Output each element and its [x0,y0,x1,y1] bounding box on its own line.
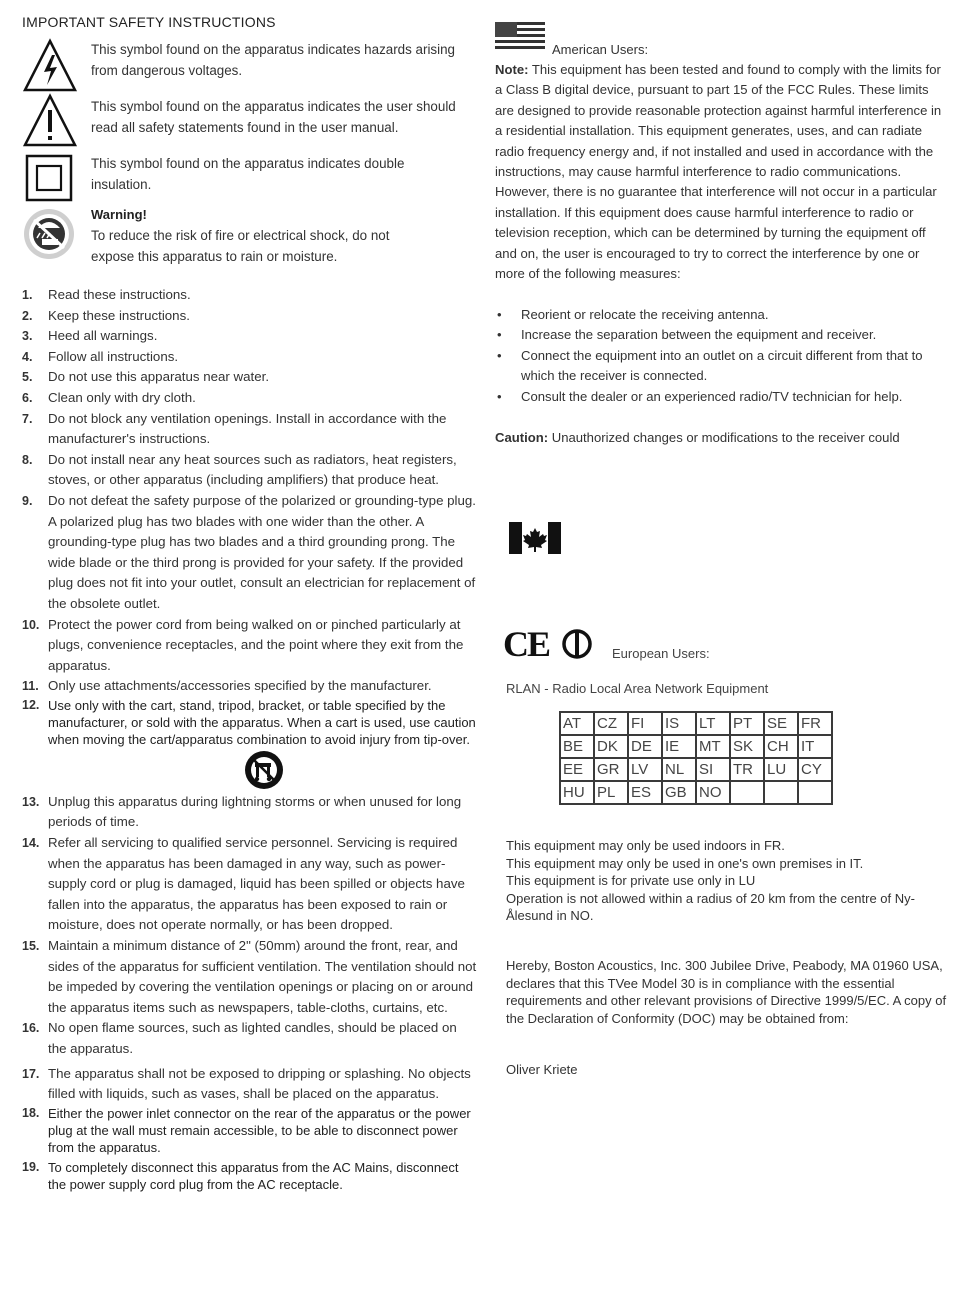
list-item: 19. To completely disconnect this apparatus from the AC Mains, disconnect the power supply cord plug from the AC receptacle. [22,1159,459,1192]
note-text: This equipment has been tested and found to comply with the limits for a Class B digital device, pursuant to part 15 of the FCC Rules. These limits are designed to provide reasonable protection against harmful interference in a residential installation. This equipment generates, uses, and can radiate radio frequency energy and, if not installed and used in accordance with the instructions, may cause harmful interference to radio communications. However, there is no guarantee that interference will not occur in a particular installation. If this equipment does cause harmful interference to radio or television reception, which can be determined by turning the equipment off and on, the user is encouraged to try to correct the interference by one or more of the following measures: [495,62,942,282]
list-item: 6. Clean only with dry cloth. [22,389,196,405]
country-cell: SI [696,758,730,781]
list-item: 16. No open flame sources, such as lighted candles, should be placed on the apparatus. [22,1020,457,1056]
list-item: • Consult the dealer or an experienced radio/TV technician for help. [495,387,950,407]
list-item: 15. Maintain a minimum distance of 2" (50mm) around the front, rear, and sides of the apparatus for sufficient ventilation. The ventilation should not be impeded by covering the ventilation openings or placing on or around the apparatus items such as newspapers, table-cloths, curtains, etc. [22,938,477,1015]
instructions-list [22,285,477,1193]
list-item: 2. Keep these instructions. [22,307,190,323]
no-rain-icon [22,206,78,262]
list-item: 11. Only use attachments/accessories specified by the manufacturer. [22,678,432,694]
warning-text: To reduce the risk of fire or electrical shock, do not expose this apparatus to rain or moisture. [91,228,390,264]
country-cell: LU [764,758,798,781]
country-cell [730,781,764,804]
restriction-line: This equipment may only be used indoors in FR. [506,838,785,853]
list-item: 9. Do not defeat the safety purpose of the polarized or grounding-type plug. A polarized plug has two blades with one wider than the other. A grounding-type plug has two blades and a third grounding prong. The wide blade or the third prong is provided for your safety. If the provided plug does not fit into your outlet, consult an electrician for replacement of the obsolete outlet. [22,492,477,611]
canada-flag-icon [509,522,561,554]
lightning-triangle-icon [22,38,78,94]
ce-mark: CE [503,624,550,664]
list-item: 1. Read these instructions. [22,287,191,302]
country-row [560,758,832,781]
list-item: 5. Do not use this apparatus near water. [22,369,270,385]
caution-text [495,428,955,448]
country-row [560,712,832,735]
country-cell: SK [730,735,764,758]
signatory-name: Oliver Kriete [506,1062,578,1077]
list-item: 14. Refer all servicing to qualified service personnel. Servicing is required when the apparatus has been damaged in any way, such as power-supply cord or plug is damaged, liquid has been spilled or objects have fallen into the apparatus, the apparatus has been exposed to rain or moisture, does not operate normally, or has been dropped. [22,835,465,933]
country-cell: EE [560,758,594,781]
country-cell: LV [628,758,662,781]
symbol-text: This symbol found on the apparatus indicates double insulation. [91,156,405,192]
country-cell: DE [628,735,662,758]
caution-body: Unauthorized changes or modifications to the receiver could [551,430,900,445]
rlan-label: RLAN - Radio Local Area Network Equipment [506,681,769,696]
warning-heading: Warning! [91,207,147,222]
cart-tip-over-icon [241,749,287,791]
country-cell: CY [798,758,832,781]
country-cell: DK [594,735,628,758]
country-cell: GB [662,781,696,804]
country-table [559,711,833,805]
symbol-text: This symbol found on the apparatus indicates hazards arising from dangerous voltages. [91,42,455,78]
list-item: 17. The apparatus shall not be exposed to dripping or splashing. No objects filled with liquids, such as vases, shall be placed on the apparatus. [22,1065,471,1102]
country-cell: SE [764,712,798,735]
country-cell: AT [560,712,594,735]
list-item: • Connect the equipment into an outlet on a circuit different from that to which the receiver is connected. [495,346,950,387]
exclamation-triangle-icon [22,93,78,149]
country-cell: ES [628,781,662,804]
page-title: IMPORTANT SAFETY INSTRUCTIONS [22,14,276,30]
country-cell: CH [764,735,798,758]
restrictions-block [506,837,946,925]
country-cell [764,781,798,804]
country-cell: FR [798,712,832,735]
country-cell [798,781,832,804]
list-item: 4. Follow all instructions. [22,348,179,364]
country-cell: PT [730,712,764,735]
restriction-line: Operation is not allowed within a radius of 20 km from the centre of Ny-Ålesund in NO. [506,890,915,923]
us-heading: American Users: [552,42,649,57]
country-cell: IS [662,712,696,735]
list-item: 18. Either the power inlet connector on the rear of the apparatus or the power plug at the wall must remain accessible, to be able to disconnect power from the apparatus. [22,1105,471,1155]
restriction-line: This equipment is for private use only in LU [506,873,756,888]
note-label: Note: [495,62,529,77]
restriction-line: This equipment may only be used in one's own premises in IT. [506,855,864,871]
country-cell: MT [696,735,730,758]
country-cell: HU [560,781,594,804]
country-cell: GR [594,758,628,781]
country-cell: TR [730,758,764,781]
measures-list [495,305,950,407]
list-item: 7. Do not block any ventilation openings. Install in accordance with the manufacturer's instructions. [22,410,447,447]
us-flag-icon [495,22,545,52]
symbol-text: This symbol found on the apparatus indicates the user should read all safety statements found in the user manual. [91,99,456,135]
list-item: 8. Do not install near any heat sources such as radiators, heat registers, stoves, or other apparatus (including amplifiers) that produce heat. [22,451,457,488]
country-cell: IE [662,735,696,758]
country-cell: NL [662,758,696,781]
list-item: • Increase the separation between the equipment and receiver. [495,325,950,345]
list-item: • Reorient or relocate the receiving antenna. [495,305,950,325]
country-cell: NO [696,781,730,804]
country-cell: FI [628,712,662,735]
country-cell: PL [594,781,628,804]
warning-text-block [91,204,436,267]
country-cell: IT [798,735,832,758]
fcc-note [495,60,945,284]
country-cell: CZ [594,712,628,735]
list-item: 3. Heed all warnings. [22,328,158,344]
list-item: 12. Use only with the cart, stand, tripod, bracket, or table specified by the manufacturer, or sold with the apparatus. When a cart is used, use caution when moving the cart/apparatus combination to avoid injury from tip-over. [22,697,477,792]
country-row [560,735,832,758]
declaration-text: Hereby, Boston Acoustics, Inc. 300 Jubilee Drive, Peabody, MA 01960 USA, declares that this TVee Model 30 is in compliance with the essential requirements and other relevant provisions of Directive 1999/5/EC. A copy of the Declaration of Conformity (DOC) may be obtained from: [506,958,947,1026]
country-row [560,781,832,804]
alert-mark-icon [561,628,593,660]
double-insulation-icon [22,150,78,206]
country-cell: BE [560,735,594,758]
country-cell: LT [696,712,730,735]
list-item: 13. Unplug this apparatus during lightning storms or when unused for long periods of time. [22,793,462,830]
eu-heading: European Users: [612,646,710,661]
list-item: 10. Protect the power cord from being walked on or pinched particularly at plugs, convenience receptacles, and the point where they exit from the apparatus. [22,616,464,673]
caution-label: Caution: [495,430,549,445]
